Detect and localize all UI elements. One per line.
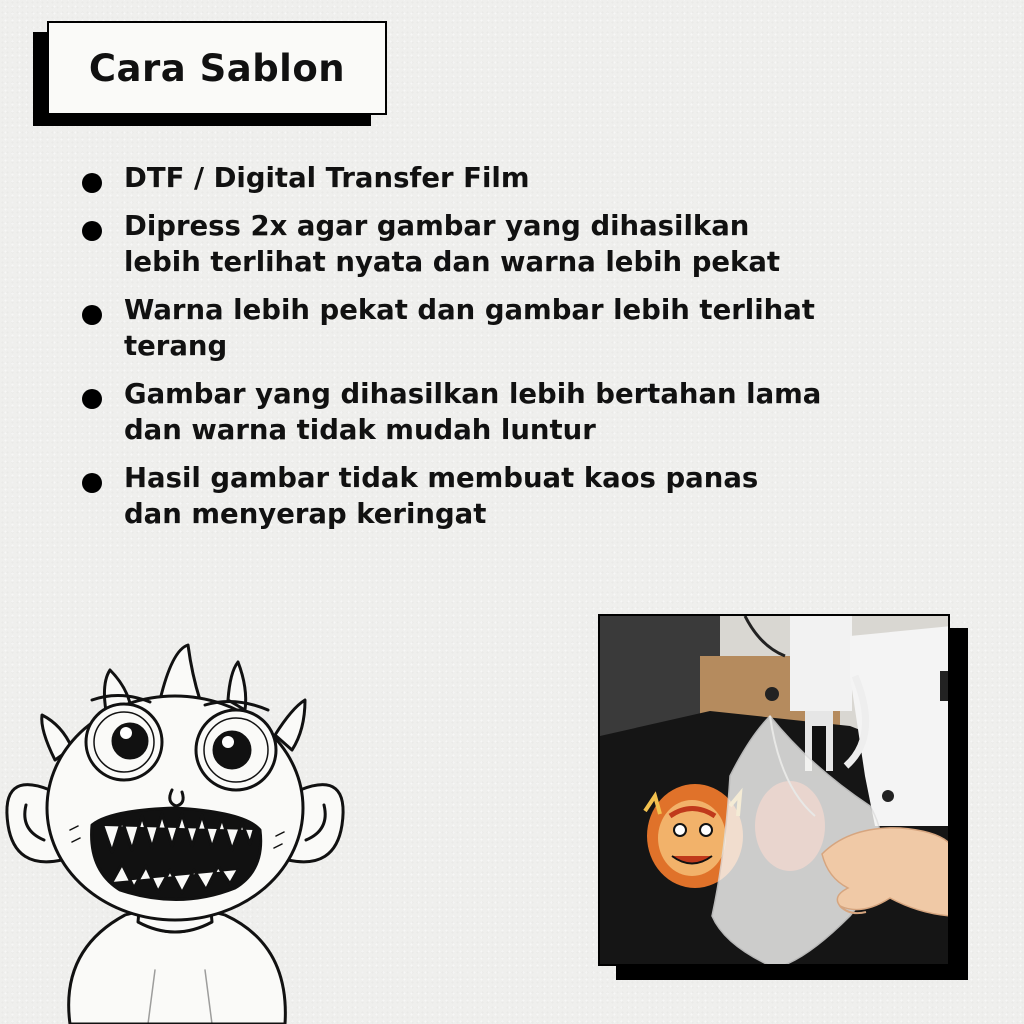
list-item <box>82 460 882 532</box>
bullet-list <box>82 160 882 544</box>
list-item-line: dan warna tidak mudah luntur <box>124 414 596 446</box>
list-item-text <box>124 208 780 280</box>
list-item-line: Dipress 2x agar gambar yang dihasilkan <box>124 210 750 242</box>
list-item <box>82 376 882 448</box>
list-item-line: terang <box>124 330 228 362</box>
list-item <box>82 160 882 196</box>
bullet-dot-icon <box>82 221 102 241</box>
dtf-press-photo <box>598 614 950 966</box>
list-item-line: Warna lebih pekat dan gambar lebih terlihat <box>124 294 815 326</box>
dtf-press-photo-illustration <box>600 616 950 966</box>
list-item-text <box>124 376 821 448</box>
page-title: Cara Sablon <box>88 46 346 90</box>
title-card <box>33 21 389 127</box>
photo-card <box>598 614 970 984</box>
list-item-text <box>124 160 529 196</box>
list-item <box>82 208 882 280</box>
bullet-dot-icon <box>82 305 102 325</box>
list-item-line: Hasil gambar tidak membuat kaos panas <box>124 462 759 494</box>
bullet-dot-icon <box>82 473 102 493</box>
title-box <box>47 21 387 115</box>
list-item-line: dan menyerap keringat <box>124 498 487 530</box>
list-item-line: DTF / Digital Transfer Film <box>124 162 530 194</box>
bullet-dot-icon <box>82 389 102 409</box>
list-item-line: lebih terlihat nyata dan warna lebih pekat <box>124 246 781 278</box>
list-item-text <box>124 460 758 532</box>
bullet-dot-icon <box>82 173 102 193</box>
list-item-line: Gambar yang dihasilkan lebih bertahan lama <box>124 378 822 410</box>
list-item-text <box>124 292 815 364</box>
cartoon-monster-illustration <box>0 630 350 1024</box>
list-item <box>82 292 882 364</box>
